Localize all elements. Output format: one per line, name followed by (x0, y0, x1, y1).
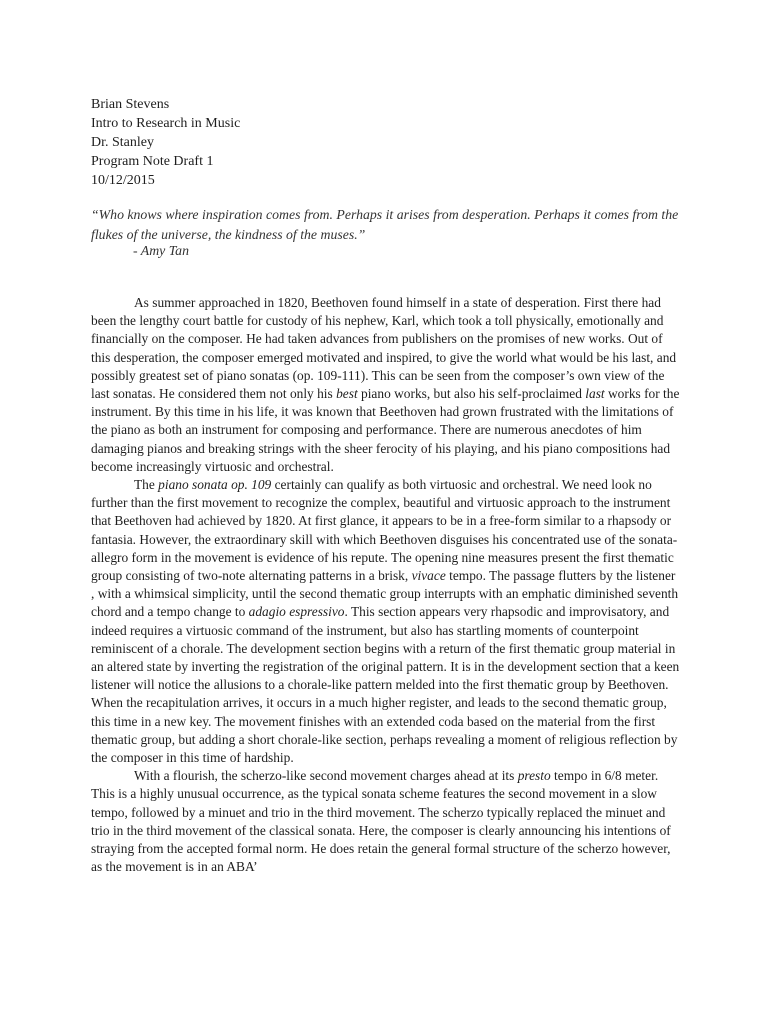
author-name: Brian Stevens (91, 97, 170, 112)
emphasized-text: last (585, 386, 605, 402)
emphasized-text: adagio espressivo (248, 604, 345, 620)
essay-body (91, 294, 681, 877)
essay-paragraph (91, 476, 681, 767)
paragraph-text: tempo. The passage flutters by the listener , with a whimsical simplicity, until the second thematic group interrupts with an emphatic diminished seventh chord and a tempo change to (91, 568, 679, 620)
instructor-name: Dr. Stanley (91, 135, 154, 150)
epigraph-quote: “Who knows where inspiration comes from. Perhaps it arises from desperation. Perhaps it comes from the flukes of the universe, the kindness of the muses.” (91, 207, 679, 242)
paragraph-text: With a flourish, the scherzo-like second movement charges ahead at its (134, 768, 518, 784)
paragraph-text: piano works, but also his self-proclaimed (357, 386, 586, 402)
paragraph-text: works for the instrument. By this time in his life, it was known that Beethoven had grown frustrated with the limitations of the piano as both an instrument for composing and performance. There are numerous anecdotes of him damaging pianos and breaking strings with the sheer ferocity of his playing, and his piano compositions had become increasingly virtuosic and orchestral. (91, 386, 680, 474)
essay-paragraph (91, 294, 681, 476)
paragraph-text: tempo in 6/8 meter. This is a highly unusual occurrence, as the typical sonata scheme features the second movement in a slow tempo, followed by a minuet and trio in the third movement. The scherzo typically replaced the minuet and trio in the third movement of the classical sonata. Here, the composer is clearly announcing his intentions of straying from the accepted formal norm. He does retain the general formal structure of the scherzo however, as the movement is in an ABA’ (91, 768, 671, 875)
paragraph-text: . This section appears very rhapsodic and improvisatory, and indeed requires a virtuosic command of the instrument, but also has startling moments of counterpoint reminiscent of a chorale. The development section begins with a return of the first thematic group material in an altered state by inverting the registration of the original pattern. It is in the development section that a keen listener will notice the allusions to a chorale-like pattern melded into the first thematic group by Beethoven. When the recapitulation arrives, it occurs in a much higher register, and leads to the second thematic group, this time in a new key. The movement finishes with an extended coda based on the material from the first thematic group, but adding a short chorale-like section, perhaps revealing a moment of religious reflection by the composer in this time of hardship. (91, 604, 680, 766)
emphasized-text: best (336, 386, 358, 402)
document-header (91, 95, 240, 190)
paragraph-text: The (134, 477, 159, 493)
essay-paragraph (91, 767, 681, 876)
paragraph-text: As summer approached in 1820, Beethoven found himself in a state of desperation. First there had been the lengthy court battle for custody of his nephew, Karl, which took a toll physically, emotionally and financially on the composer. He had taken advances from publishers on the promises of new works. Out of this desperation, the composer emerged motivated and inspired, to give the world what would be his last, and possibly greatest set of piano sonatas (op. 109-111). This can be seen from the composer’s own view of the last sonatas. He considered them not only his (91, 295, 677, 402)
emphasized-text: piano sonata op. 109 (158, 477, 272, 493)
emphasized-text: vivace (411, 568, 446, 584)
epigraph-attribution: - Amy Tan (133, 243, 189, 258)
document-date: 10/12/2015 (91, 173, 155, 188)
course-name: Intro to Research in Music (91, 116, 241, 131)
assignment-title: Program Note Draft 1 (91, 154, 214, 169)
emphasized-text: presto (517, 768, 551, 784)
paragraph-text: certainly can qualify as both virtuosic and orchestral. We need look no further than the first movement to recognize the complex, beautiful and virtuosic approach to the instrument that Beethoven had achieved by 1820. At first glance, it appears to be in a free-form similar to a rhapsody or fantasia. However, the extraordinary skill with which Beethoven disguises his concentrated use of the sonata-allegro form in the movement is evidence of his repute. The opening nine measures present the first thematic group consisting of two-note alternating patterns in a brisk, (91, 477, 678, 584)
